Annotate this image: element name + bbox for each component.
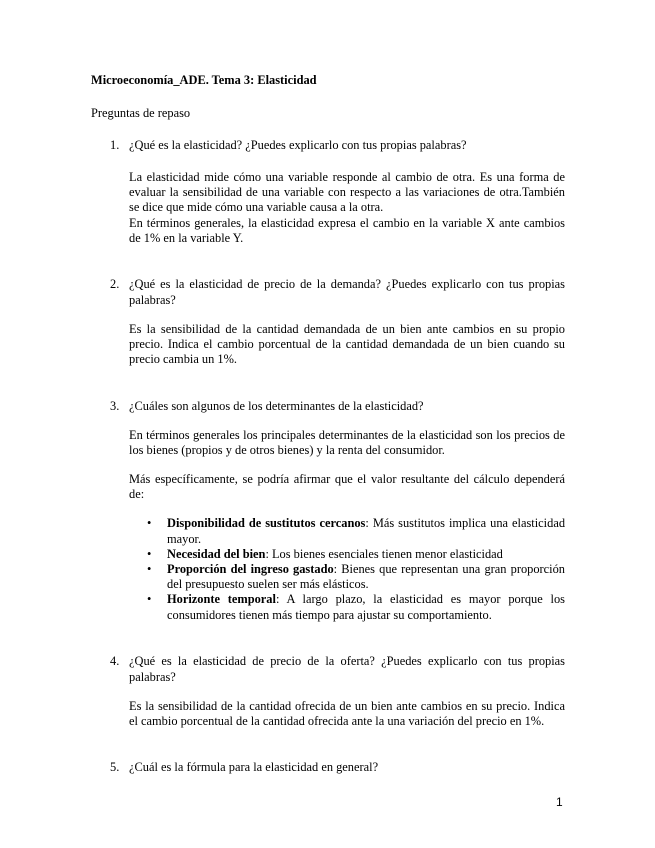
question-2 (91, 276, 565, 368)
document-page (91, 72, 565, 775)
question-1-number: 1. (110, 138, 120, 152)
question-3-answer-p1: En términos generales los principales determinantes de la elasticidad son los precios de los bienes (propios y de otros bienes) y la renta del consumidor. (129, 427, 565, 457)
question-1-answer-p1: La elasticidad mide cómo una variable responde al cambio de otra. Es una forma de evaluar la sensibilidad de una variable con respecto a las variaciones de otra.También se dice que mide cómo una variable causa a la otra. (129, 170, 565, 215)
bullet-text: : Más sustitutos implica una elasticidad mayor. (167, 516, 566, 546)
question-2-answer-p1: Es la sensibilidad de la cantidad demandada de un bien ante cambios en su propio precio. Indica el cambio porcentual de la cantidad demandada de un bien cuando su precio cambia un 1%. (129, 322, 565, 367)
document-title: Microeconomía_ADE. Tema 3: Elasticidad (91, 73, 317, 87)
list-item (129, 592, 565, 622)
question-1-text: ¿Qué es la elasticidad? ¿Puedes explicarlo con tus propias palabras? (129, 138, 467, 152)
question-3 (91, 398, 565, 623)
question-4-answer-p1: Es la sensibilidad de la cantidad ofrecida de un bien ante cambios en su precio. Indica el cambio porcentual de la cantidad ofrecida ante la una variación del precio en 1%. (129, 698, 565, 729)
question-4-number: 4. (110, 653, 120, 668)
list-item (129, 516, 565, 546)
question-3-number: 3. (110, 398, 120, 413)
bullet-icon: • (147, 516, 152, 531)
list-item (129, 562, 565, 592)
bullet-text: : A largo plazo, la elasticidad es mayor porque los consumidores tienen más tiempo para ajustar su comportamiento. (167, 592, 565, 622)
bullet-text: : Bienes que representan una gran proporción del presupuesto suelen ser más elásticos. (167, 562, 565, 592)
bullet-term: Horizonte temporal (167, 592, 276, 607)
determinants-list (129, 516, 565, 622)
question-5-text: ¿Cuál es la fórmula para la elasticidad en general? (129, 760, 379, 775)
question-3-answer-p2: Más específicamente, se podría afirmar que el valor resultante del cálculo dependerá de: (129, 472, 565, 502)
bullet-icon: • (147, 592, 152, 607)
question-4 (91, 653, 565, 729)
question-1 (91, 137, 565, 246)
bullet-term: Proporción del ingreso gastado (167, 562, 334, 577)
question-4-text: ¿Qué es la elasticidad de precio de la oferta? ¿Puedes explicarlo con tus propias palabras? (129, 653, 565, 684)
question-5 (91, 759, 565, 775)
question-2-number: 2. (110, 277, 120, 292)
list-item (129, 547, 565, 562)
bullet-term: Necesidad del bien (167, 546, 266, 561)
question-2-text: ¿Qué es la elasticidad de precio de la demanda? ¿Puedes explicarlo con tus propias palabras? (129, 277, 565, 308)
bullet-icon: • (147, 562, 152, 577)
question-3-text: ¿Cuáles son algunos de los determinantes de la elasticidad? (129, 398, 424, 413)
page-number: 1 (556, 795, 563, 809)
question-1-answer-p2: En términos generales, la elasticidad expresa el cambio en la variable X ante cambios de 1% en la variable Y. (129, 215, 565, 245)
bullet-text: : Los bienes esenciales tienen menor elasticidad (265, 546, 503, 561)
bullet-term: Disponibilidad de sustitutos cercanos (167, 516, 366, 531)
document-subtitle: Preguntas de repaso (91, 106, 191, 120)
bullet-icon: • (147, 546, 152, 561)
question-5-number: 5. (110, 760, 120, 775)
